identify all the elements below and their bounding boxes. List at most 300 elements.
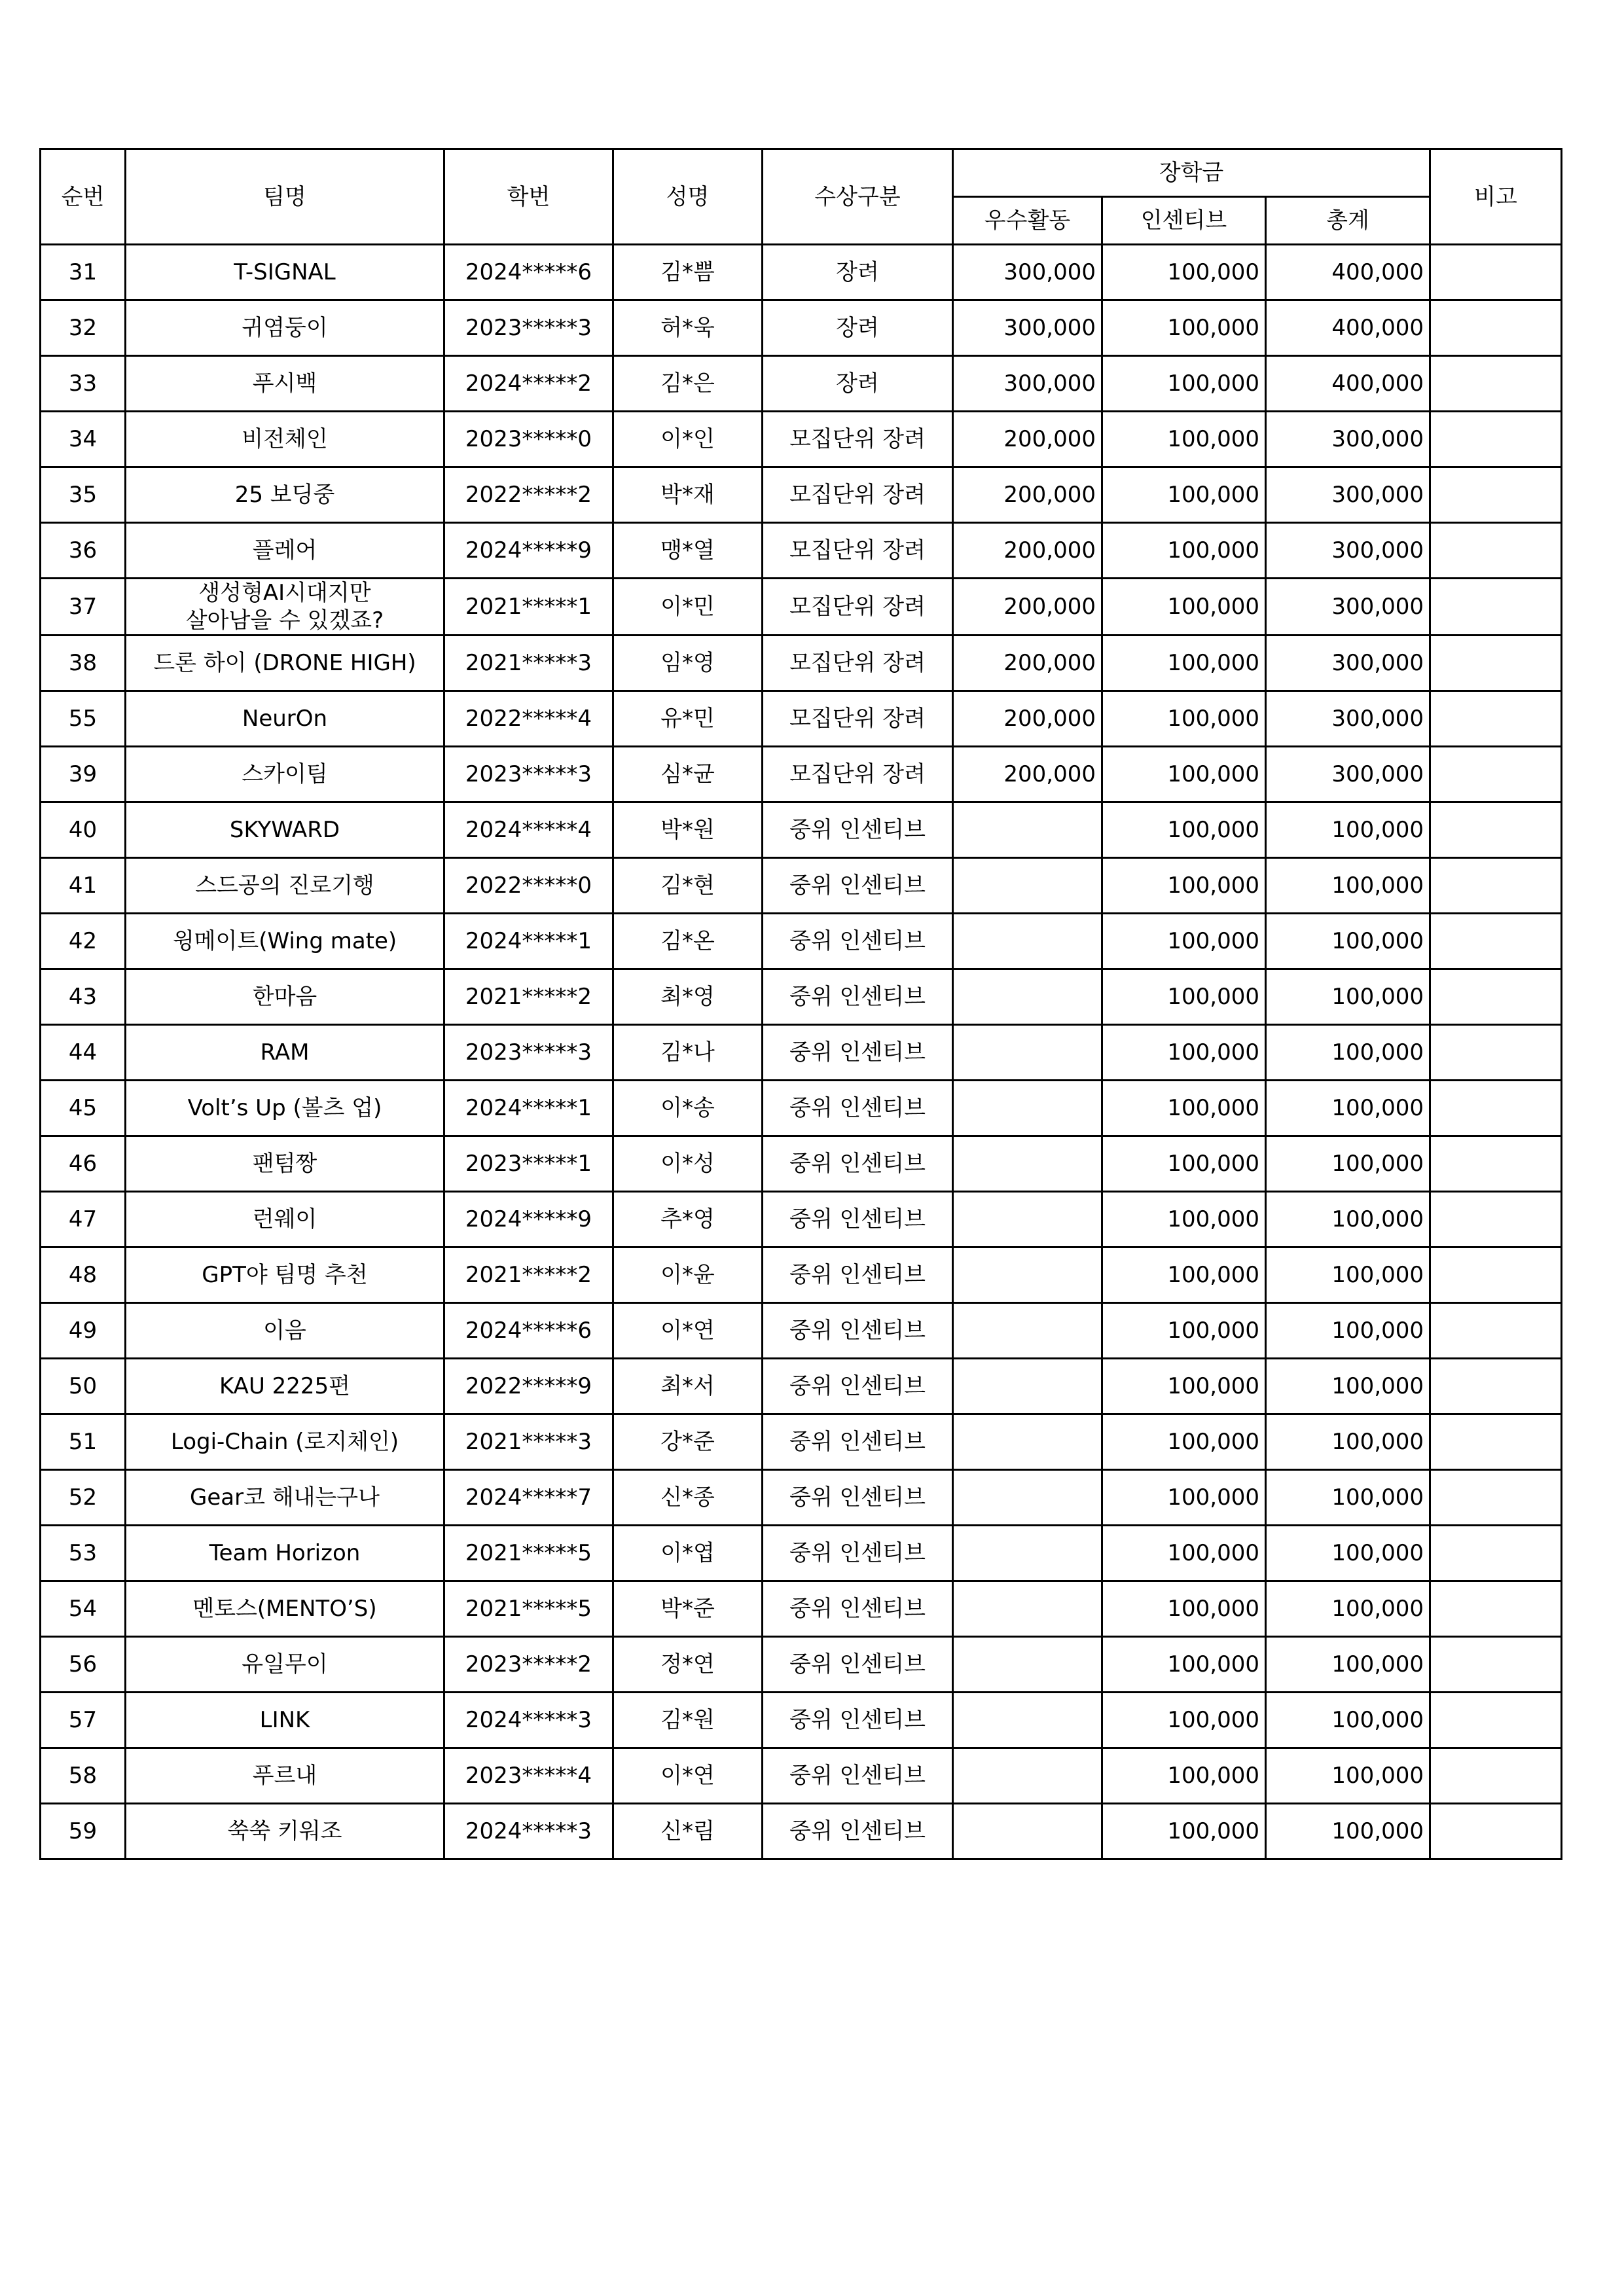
cell-note bbox=[1430, 579, 1562, 636]
cell-total: 300,000 bbox=[1266, 636, 1430, 691]
cell-award-type: 중위 인센티브 bbox=[763, 1359, 953, 1414]
cell-award-type: 중위 인센티브 bbox=[763, 1693, 953, 1748]
cell-incentive: 100,000 bbox=[1102, 356, 1266, 412]
cell-excellent-activity: 200,000 bbox=[953, 747, 1102, 802]
cell-incentive: 100,000 bbox=[1102, 1693, 1266, 1748]
header-name: 성명 bbox=[613, 149, 763, 245]
cell-note bbox=[1430, 1581, 1562, 1637]
cell-team: 플레어 bbox=[126, 523, 444, 579]
cell-name: 김*은 bbox=[613, 356, 763, 412]
cell-student-id: 2022*****4 bbox=[444, 691, 613, 747]
cell-team: 런웨이 bbox=[126, 1192, 444, 1247]
cell-name: 이*송 bbox=[613, 1081, 763, 1136]
cell-incentive: 100,000 bbox=[1102, 1081, 1266, 1136]
cell-award-type: 중위 인센티브 bbox=[763, 1192, 953, 1247]
cell-no: 59 bbox=[41, 1804, 126, 1859]
cell-total: 100,000 bbox=[1266, 1637, 1430, 1693]
cell-team: 귀염둥이 bbox=[126, 300, 444, 356]
cell-total: 300,000 bbox=[1266, 412, 1430, 467]
cell-excellent-activity bbox=[953, 1637, 1102, 1693]
cell-name: 최*서 bbox=[613, 1359, 763, 1414]
cell-excellent-activity bbox=[953, 1025, 1102, 1081]
cell-student-id: 2023*****3 bbox=[444, 1025, 613, 1081]
cell-excellent-activity bbox=[953, 1136, 1102, 1192]
cell-incentive: 100,000 bbox=[1102, 1303, 1266, 1359]
cell-team: Gear코 해내는구나 bbox=[126, 1470, 444, 1526]
table-row bbox=[41, 636, 1562, 691]
cell-award-type: 중위 인센티브 bbox=[763, 1247, 953, 1303]
cell-no: 38 bbox=[41, 636, 126, 691]
cell-name: 이*엽 bbox=[613, 1526, 763, 1581]
cell-team: RAM bbox=[126, 1025, 444, 1081]
cell-note bbox=[1430, 1637, 1562, 1693]
table-row bbox=[41, 969, 1562, 1025]
cell-student-id: 2024*****3 bbox=[444, 1693, 613, 1748]
cell-team: NeurOn bbox=[126, 691, 444, 747]
cell-student-id: 2023*****3 bbox=[444, 747, 613, 802]
cell-note bbox=[1430, 858, 1562, 914]
table-row bbox=[41, 1526, 1562, 1581]
cell-excellent-activity bbox=[953, 1247, 1102, 1303]
cell-name: 신*림 bbox=[613, 1804, 763, 1859]
cell-total: 100,000 bbox=[1266, 1581, 1430, 1637]
cell-award-type: 중위 인센티브 bbox=[763, 914, 953, 969]
cell-award-type: 모집단위 장려 bbox=[763, 412, 953, 467]
cell-excellent-activity: 200,000 bbox=[953, 691, 1102, 747]
cell-excellent-activity bbox=[953, 1470, 1102, 1526]
cell-total: 100,000 bbox=[1266, 1303, 1430, 1359]
cell-excellent-activity bbox=[953, 1693, 1102, 1748]
cell-note bbox=[1430, 412, 1562, 467]
cell-incentive: 100,000 bbox=[1102, 300, 1266, 356]
cell-excellent-activity bbox=[953, 1581, 1102, 1637]
header-student-id: 학번 bbox=[444, 149, 613, 245]
header-total: 총계 bbox=[1266, 197, 1430, 245]
cell-award-type: 중위 인센티브 bbox=[763, 1526, 953, 1581]
cell-no: 34 bbox=[41, 412, 126, 467]
cell-award-type: 중위 인센티브 bbox=[763, 1637, 953, 1693]
header-note: 비고 bbox=[1430, 149, 1562, 245]
cell-excellent-activity bbox=[953, 969, 1102, 1025]
cell-award-type: 중위 인센티브 bbox=[763, 802, 953, 858]
table-row bbox=[41, 467, 1562, 523]
header-team: 팀명 bbox=[126, 149, 444, 245]
cell-total: 300,000 bbox=[1266, 523, 1430, 579]
cell-award-type: 중위 인센티브 bbox=[763, 1025, 953, 1081]
cell-student-id: 2024*****2 bbox=[444, 356, 613, 412]
header-no: 순번 bbox=[41, 149, 126, 245]
cell-no: 39 bbox=[41, 747, 126, 802]
cell-no: 46 bbox=[41, 1136, 126, 1192]
table-row bbox=[41, 802, 1562, 858]
cell-note bbox=[1430, 523, 1562, 579]
cell-incentive: 100,000 bbox=[1102, 1748, 1266, 1804]
cell-total: 100,000 bbox=[1266, 1526, 1430, 1581]
cell-award-type: 모집단위 장려 bbox=[763, 579, 953, 636]
cell-excellent-activity bbox=[953, 1804, 1102, 1859]
table-row bbox=[41, 523, 1562, 579]
table-body bbox=[41, 245, 1562, 1859]
cell-team: 비전체인 bbox=[126, 412, 444, 467]
cell-incentive: 100,000 bbox=[1102, 636, 1266, 691]
cell-name: 김*나 bbox=[613, 1025, 763, 1081]
table-row bbox=[41, 1192, 1562, 1247]
table-row bbox=[41, 1581, 1562, 1637]
cell-total: 300,000 bbox=[1266, 579, 1430, 636]
cell-no: 45 bbox=[41, 1081, 126, 1136]
cell-note bbox=[1430, 802, 1562, 858]
cell-no: 43 bbox=[41, 969, 126, 1025]
cell-name: 이*인 bbox=[613, 412, 763, 467]
table-row bbox=[41, 1081, 1562, 1136]
cell-excellent-activity: 300,000 bbox=[953, 300, 1102, 356]
cell-student-id: 2023*****1 bbox=[444, 1136, 613, 1192]
cell-incentive: 100,000 bbox=[1102, 1526, 1266, 1581]
cell-name: 박*원 bbox=[613, 802, 763, 858]
cell-no: 47 bbox=[41, 1192, 126, 1247]
cell-name: 이*성 bbox=[613, 1136, 763, 1192]
cell-no: 36 bbox=[41, 523, 126, 579]
cell-name: 유*민 bbox=[613, 691, 763, 747]
header-row-1 bbox=[41, 149, 1562, 197]
cell-student-id: 2023*****4 bbox=[444, 1748, 613, 1804]
cell-excellent-activity bbox=[953, 1526, 1102, 1581]
table-row bbox=[41, 1693, 1562, 1748]
table-row bbox=[41, 1359, 1562, 1414]
cell-student-id: 2021*****5 bbox=[444, 1526, 613, 1581]
cell-name: 박*재 bbox=[613, 467, 763, 523]
cell-excellent-activity bbox=[953, 858, 1102, 914]
cell-team: 멘토스(MENTO’S) bbox=[126, 1581, 444, 1637]
cell-award-type: 중위 인센티브 bbox=[763, 858, 953, 914]
cell-incentive: 100,000 bbox=[1102, 245, 1266, 300]
cell-award-type: 모집단위 장려 bbox=[763, 636, 953, 691]
cell-team: 스드공의 진로기행 bbox=[126, 858, 444, 914]
cell-team: KAU 2225편 bbox=[126, 1359, 444, 1414]
cell-excellent-activity bbox=[953, 1081, 1102, 1136]
cell-total: 100,000 bbox=[1266, 1025, 1430, 1081]
cell-excellent-activity bbox=[953, 1192, 1102, 1247]
cell-team: GPT야 팀명 추천 bbox=[126, 1247, 444, 1303]
cell-incentive: 100,000 bbox=[1102, 1247, 1266, 1303]
cell-note bbox=[1430, 1359, 1562, 1414]
cell-team: 유일무이 bbox=[126, 1637, 444, 1693]
cell-total: 100,000 bbox=[1266, 914, 1430, 969]
cell-no: 52 bbox=[41, 1470, 126, 1526]
cell-student-id: 2021*****5 bbox=[444, 1581, 613, 1637]
cell-name: 김*쁨 bbox=[613, 245, 763, 300]
cell-no: 55 bbox=[41, 691, 126, 747]
cell-award-type: 중위 인센티브 bbox=[763, 1470, 953, 1526]
cell-award-type: 모집단위 장려 bbox=[763, 747, 953, 802]
cell-total: 100,000 bbox=[1266, 1414, 1430, 1470]
table-row bbox=[41, 914, 1562, 969]
cell-no: 41 bbox=[41, 858, 126, 914]
cell-note bbox=[1430, 1081, 1562, 1136]
table-row bbox=[41, 1414, 1562, 1470]
cell-no: 54 bbox=[41, 1581, 126, 1637]
cell-student-id: 2024*****9 bbox=[444, 523, 613, 579]
cell-excellent-activity: 200,000 bbox=[953, 412, 1102, 467]
cell-award-type: 중위 인센티브 bbox=[763, 1136, 953, 1192]
cell-student-id: 2021*****2 bbox=[444, 1247, 613, 1303]
cell-total: 100,000 bbox=[1266, 1136, 1430, 1192]
table-row bbox=[41, 1247, 1562, 1303]
cell-excellent-activity bbox=[953, 1748, 1102, 1804]
cell-note bbox=[1430, 1526, 1562, 1581]
table-row bbox=[41, 356, 1562, 412]
cell-total: 100,000 bbox=[1266, 1359, 1430, 1414]
cell-name: 신*종 bbox=[613, 1470, 763, 1526]
cell-student-id: 2024*****1 bbox=[444, 1081, 613, 1136]
table-row bbox=[41, 1136, 1562, 1192]
cell-total: 100,000 bbox=[1266, 1748, 1430, 1804]
cell-award-type: 중위 인센티브 bbox=[763, 1303, 953, 1359]
cell-team bbox=[126, 579, 444, 636]
table-row bbox=[41, 412, 1562, 467]
cell-award-type: 모집단위 장려 bbox=[763, 691, 953, 747]
table-header bbox=[41, 149, 1562, 245]
cell-no: 33 bbox=[41, 356, 126, 412]
table-row bbox=[41, 691, 1562, 747]
cell-name: 김*현 bbox=[613, 858, 763, 914]
cell-incentive: 100,000 bbox=[1102, 467, 1266, 523]
cell-name: 이*연 bbox=[613, 1303, 763, 1359]
cell-total: 100,000 bbox=[1266, 858, 1430, 914]
cell-incentive: 100,000 bbox=[1102, 1470, 1266, 1526]
cell-name: 김*온 bbox=[613, 914, 763, 969]
cell-student-id: 2023*****3 bbox=[444, 300, 613, 356]
cell-student-id: 2024*****6 bbox=[444, 245, 613, 300]
header-award-type: 수상구분 bbox=[763, 149, 953, 245]
header-incentive: 인센티브 bbox=[1102, 197, 1266, 245]
cell-name: 강*준 bbox=[613, 1414, 763, 1470]
cell-student-id: 2023*****2 bbox=[444, 1637, 613, 1693]
cell-name: 추*영 bbox=[613, 1192, 763, 1247]
table-row bbox=[41, 1303, 1562, 1359]
cell-team: 이음 bbox=[126, 1303, 444, 1359]
cell-total: 100,000 bbox=[1266, 1804, 1430, 1859]
cell-incentive: 100,000 bbox=[1102, 914, 1266, 969]
cell-note bbox=[1430, 636, 1562, 691]
table-row bbox=[41, 579, 1562, 636]
table-row bbox=[41, 300, 1562, 356]
cell-note bbox=[1430, 300, 1562, 356]
cell-student-id: 2022*****2 bbox=[444, 467, 613, 523]
cell-note bbox=[1430, 914, 1562, 969]
cell-no: 48 bbox=[41, 1247, 126, 1303]
cell-note bbox=[1430, 1247, 1562, 1303]
cell-incentive: 100,000 bbox=[1102, 747, 1266, 802]
cell-total: 300,000 bbox=[1266, 747, 1430, 802]
cell-note bbox=[1430, 356, 1562, 412]
cell-incentive: 100,000 bbox=[1102, 1414, 1266, 1470]
cell-team: LINK bbox=[126, 1693, 444, 1748]
cell-team: T-SIGNAL bbox=[126, 245, 444, 300]
cell-incentive: 100,000 bbox=[1102, 412, 1266, 467]
cell-note bbox=[1430, 969, 1562, 1025]
cell-no: 44 bbox=[41, 1025, 126, 1081]
cell-team: 25 보딩중 bbox=[126, 467, 444, 523]
cell-award-type: 장려 bbox=[763, 245, 953, 300]
cell-student-id: 2024*****4 bbox=[444, 802, 613, 858]
cell-total: 300,000 bbox=[1266, 691, 1430, 747]
cell-excellent-activity: 200,000 bbox=[953, 579, 1102, 636]
cell-award-type: 모집단위 장려 bbox=[763, 523, 953, 579]
cell-team: 푸시백 bbox=[126, 356, 444, 412]
cell-incentive: 100,000 bbox=[1102, 1192, 1266, 1247]
cell-excellent-activity bbox=[953, 1359, 1102, 1414]
cell-no: 35 bbox=[41, 467, 126, 523]
team-name-line-1: 생성형AI시대지만 bbox=[198, 580, 371, 606]
cell-note bbox=[1430, 1303, 1562, 1359]
cell-award-type: 중위 인센티브 bbox=[763, 1414, 953, 1470]
team-name-line-2: 살아남을 수 있겠죠? bbox=[185, 607, 384, 634]
cell-team: 푸르내 bbox=[126, 1748, 444, 1804]
cell-note bbox=[1430, 245, 1562, 300]
header-excellent-activity: 우수활동 bbox=[953, 197, 1102, 245]
cell-note bbox=[1430, 1748, 1562, 1804]
cell-total: 300,000 bbox=[1266, 467, 1430, 523]
cell-note bbox=[1430, 691, 1562, 747]
cell-excellent-activity: 200,000 bbox=[953, 467, 1102, 523]
scholarship-table bbox=[39, 148, 1562, 1860]
cell-student-id: 2021*****2 bbox=[444, 969, 613, 1025]
table-row bbox=[41, 1804, 1562, 1859]
table-row bbox=[41, 858, 1562, 914]
cell-name: 김*원 bbox=[613, 1693, 763, 1748]
table-row bbox=[41, 1637, 1562, 1693]
cell-total: 400,000 bbox=[1266, 356, 1430, 412]
cell-note bbox=[1430, 1192, 1562, 1247]
cell-total: 400,000 bbox=[1266, 300, 1430, 356]
cell-incentive: 100,000 bbox=[1102, 579, 1266, 636]
cell-student-id: 2024*****6 bbox=[444, 1303, 613, 1359]
cell-incentive: 100,000 bbox=[1102, 1359, 1266, 1414]
cell-no: 53 bbox=[41, 1526, 126, 1581]
cell-no: 42 bbox=[41, 914, 126, 969]
cell-note bbox=[1430, 1804, 1562, 1859]
cell-no: 56 bbox=[41, 1637, 126, 1693]
cell-note bbox=[1430, 1025, 1562, 1081]
cell-student-id: 2022*****9 bbox=[444, 1359, 613, 1414]
cell-no: 31 bbox=[41, 245, 126, 300]
cell-total: 100,000 bbox=[1266, 802, 1430, 858]
cell-excellent-activity: 200,000 bbox=[953, 636, 1102, 691]
cell-team: 윙메이트(Wing mate) bbox=[126, 914, 444, 969]
cell-award-type: 중위 인센티브 bbox=[763, 1081, 953, 1136]
cell-award-type: 중위 인센티브 bbox=[763, 1581, 953, 1637]
cell-excellent-activity bbox=[953, 802, 1102, 858]
cell-student-id: 2023*****0 bbox=[444, 412, 613, 467]
cell-student-id: 2024*****9 bbox=[444, 1192, 613, 1247]
cell-incentive: 100,000 bbox=[1102, 1581, 1266, 1637]
cell-excellent-activity: 200,000 bbox=[953, 523, 1102, 579]
cell-incentive: 100,000 bbox=[1102, 802, 1266, 858]
cell-total: 100,000 bbox=[1266, 1192, 1430, 1247]
cell-award-type: 장려 bbox=[763, 300, 953, 356]
cell-incentive: 100,000 bbox=[1102, 691, 1266, 747]
cell-total: 100,000 bbox=[1266, 969, 1430, 1025]
cell-no: 49 bbox=[41, 1303, 126, 1359]
cell-name: 이*민 bbox=[613, 579, 763, 636]
table-row bbox=[41, 1748, 1562, 1804]
cell-team: 한마음 bbox=[126, 969, 444, 1025]
cell-team: 드론 하이 (DRONE HIGH) bbox=[126, 636, 444, 691]
cell-no: 57 bbox=[41, 1693, 126, 1748]
cell-team: 쑥쑥 키워조 bbox=[126, 1804, 444, 1859]
cell-excellent-activity: 300,000 bbox=[953, 245, 1102, 300]
cell-student-id: 2021*****1 bbox=[444, 579, 613, 636]
cell-award-type: 모집단위 장려 bbox=[763, 467, 953, 523]
cell-total: 400,000 bbox=[1266, 245, 1430, 300]
cell-team: Team Horizon bbox=[126, 1526, 444, 1581]
table-row bbox=[41, 1025, 1562, 1081]
cell-award-type: 중위 인센티브 bbox=[763, 1804, 953, 1859]
header-scholarship: 장학금 bbox=[953, 149, 1430, 197]
cell-incentive: 100,000 bbox=[1102, 1025, 1266, 1081]
cell-no: 51 bbox=[41, 1414, 126, 1470]
table-row bbox=[41, 245, 1562, 300]
cell-award-type: 중위 인센티브 bbox=[763, 1748, 953, 1804]
cell-note bbox=[1430, 747, 1562, 802]
table-row bbox=[41, 747, 1562, 802]
cell-name: 임*영 bbox=[613, 636, 763, 691]
cell-incentive: 100,000 bbox=[1102, 1804, 1266, 1859]
cell-student-id: 2021*****3 bbox=[444, 636, 613, 691]
cell-team: 스카이팀 bbox=[126, 747, 444, 802]
cell-excellent-activity bbox=[953, 1414, 1102, 1470]
cell-total: 100,000 bbox=[1266, 1693, 1430, 1748]
cell-note bbox=[1430, 467, 1562, 523]
cell-excellent-activity: 300,000 bbox=[953, 356, 1102, 412]
cell-total: 100,000 bbox=[1266, 1247, 1430, 1303]
cell-name: 박*준 bbox=[613, 1581, 763, 1637]
cell-excellent-activity bbox=[953, 914, 1102, 969]
cell-student-id: 2022*****0 bbox=[444, 858, 613, 914]
cell-name: 허*욱 bbox=[613, 300, 763, 356]
cell-incentive: 100,000 bbox=[1102, 858, 1266, 914]
cell-note bbox=[1430, 1136, 1562, 1192]
cell-incentive: 100,000 bbox=[1102, 523, 1266, 579]
cell-excellent-activity bbox=[953, 1303, 1102, 1359]
cell-name: 이*연 bbox=[613, 1748, 763, 1804]
cell-total: 100,000 bbox=[1266, 1081, 1430, 1136]
cell-team: Logi-Chain (로지체인) bbox=[126, 1414, 444, 1470]
cell-incentive: 100,000 bbox=[1102, 1136, 1266, 1192]
cell-name: 맹*열 bbox=[613, 523, 763, 579]
cell-team: 팬텀짱 bbox=[126, 1136, 444, 1192]
cell-name: 이*윤 bbox=[613, 1247, 763, 1303]
cell-note bbox=[1430, 1414, 1562, 1470]
cell-no: 37 bbox=[41, 579, 126, 636]
cell-name: 최*영 bbox=[613, 969, 763, 1025]
cell-no: 32 bbox=[41, 300, 126, 356]
cell-incentive: 100,000 bbox=[1102, 1637, 1266, 1693]
cell-name: 정*연 bbox=[613, 1637, 763, 1693]
cell-student-id: 2021*****3 bbox=[444, 1414, 613, 1470]
cell-student-id: 2024*****7 bbox=[444, 1470, 613, 1526]
cell-note bbox=[1430, 1470, 1562, 1526]
cell-award-type: 장려 bbox=[763, 356, 953, 412]
cell-no: 40 bbox=[41, 802, 126, 858]
cell-no: 50 bbox=[41, 1359, 126, 1414]
cell-incentive: 100,000 bbox=[1102, 969, 1266, 1025]
cell-name: 심*균 bbox=[613, 747, 763, 802]
table-row bbox=[41, 1470, 1562, 1526]
cell-award-type: 중위 인센티브 bbox=[763, 969, 953, 1025]
cell-total: 100,000 bbox=[1266, 1470, 1430, 1526]
